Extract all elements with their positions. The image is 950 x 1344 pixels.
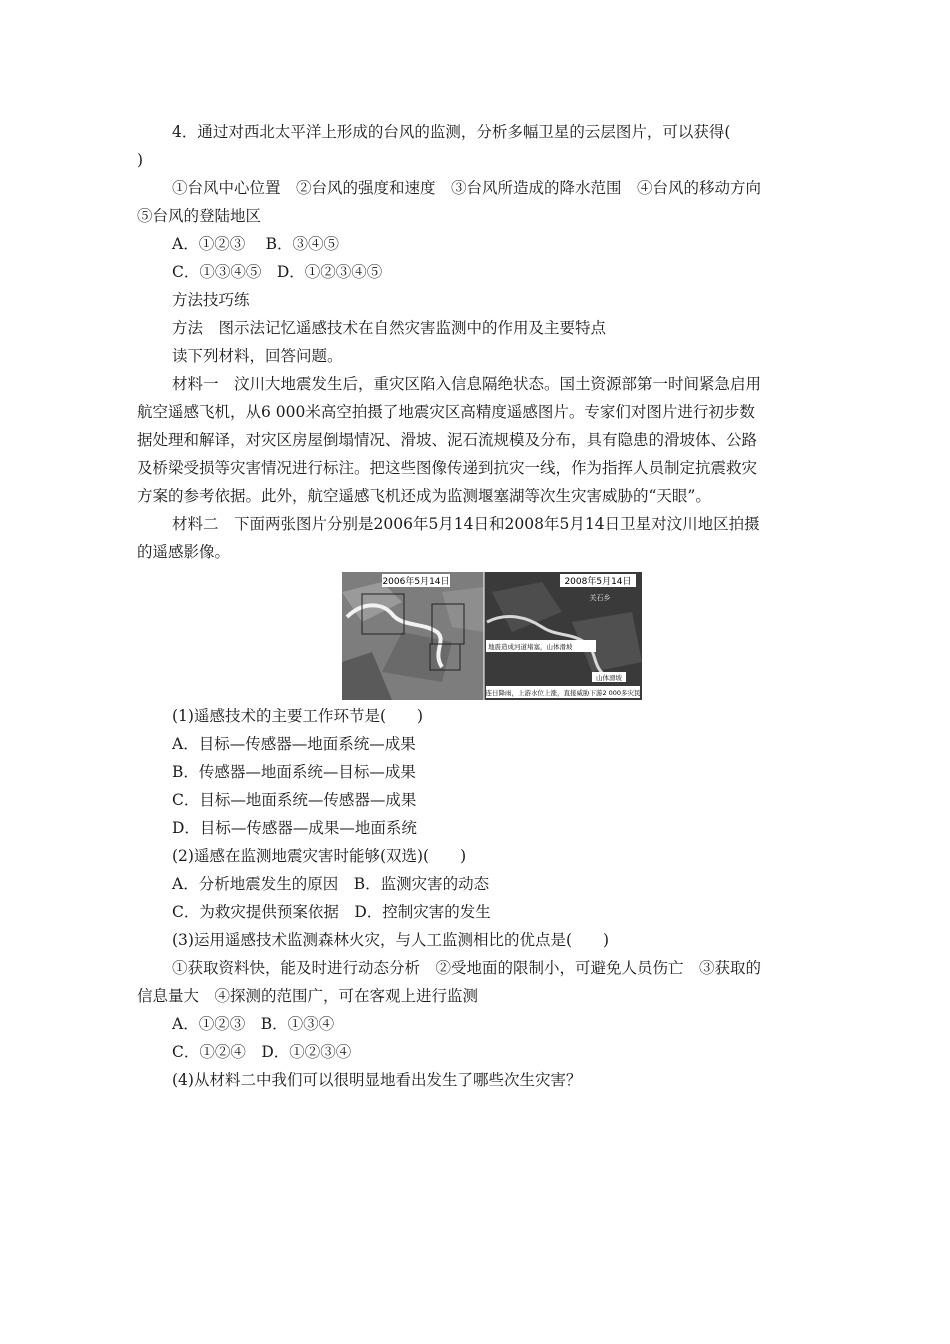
place-label: 关石乡 [589,594,611,602]
instruction: 读下列材料，回答问题。 [172,347,343,365]
caption-text: 连日降雨，上游水位上涨，直接威胁下游2 000多灾民 [485,689,641,697]
sub-question-3-options: ①获取资料快，能及时进行动态分析 ②受地面的限制小，可避免人员伤亡 ③获取的 [172,959,762,977]
material-1-line: 及桥梁受损等灾害情况进行标注。把这些图像传递到抗灾一线，作为指挥人员制定抗震救灾 [137,459,758,477]
satellite-image-figure [342,572,642,700]
sub-question-1-option-a: A．目标—传感器—地面系统—成果 [172,735,416,753]
sub-question-1-option-d: D．目标—传感器—成果—地面系统 [172,819,417,837]
material-2-line: 的遥感影像。 [137,543,231,561]
material-2-line: 材料二 下面两张图片分别是2006年5月14日和2008年5月14日卫星对汶川地区拍摄 [172,515,760,533]
sub-question-2-stem: (2)遥感在监测地震灾害时能够(双选)( ) [172,847,467,865]
material-1-line: 据处理和解译，对灾区房屋倒塌情况、滑坡、泥石流规模及分布，具有隐患的滑坡体、公路 [137,431,758,449]
material-1-line: 航空遥感飞机，从6 000米高空拍摄了地震灾区高精度遥感图片。专家们对图片进行初步数 [137,403,755,421]
material-1-line: 材料一 汶川大地震发生后，重灾区陷入信息隔绝状态。国土资源部第一时间紧急启用 [172,375,762,393]
annotation-text: 山体滑坡 [596,674,622,682]
right-date-label: 2008年5月14日 [564,577,632,587]
section-heading: 方法技巧练 [172,291,250,309]
sub-question-1-option-c: C．目标—地面系统—传感器—成果 [172,791,417,809]
material-1-line: 方案的参考依据。此外，航空遥感飞机还成为监测堰塞湖等次生灾害威胁的“天眼”。 [137,487,711,505]
question-4-choices-ab: A．①②③ B．③④⑤ [172,235,340,253]
sub-question-4-stem: (4)从材料二中我们可以很明显地看出发生了哪些次生灾害？ [172,1071,582,1089]
annotation-text: 地震造成河道堵塞，山体滑坡 [488,643,573,651]
question-4-options-cont: ⑤台风的登陆地区 [137,207,262,225]
question-4-choices-cd: C．①③④⑤ D．①②③④⑤ [172,263,383,281]
question-4-stem-cont: ) [137,151,144,169]
sub-question-3-stem: (3)运用遥感技术监测森林火灾，与人工监测相比的优点是( ) [172,931,610,949]
question-4-options: ①台风中心位置 ②台风的强度和速度 ③台风所造成的降水范围 ④台风的移动方向 [172,179,762,197]
sub-question-3-choices-ab: A．①②③ B．①③④ [172,1015,335,1033]
left-date-label: 2006年5月14日 [382,577,450,587]
method-title: 方法 图示法记忆遥感技术在自然灾害监测中的作用及主要特点 [172,319,607,337]
sub-question-1-stem: (1)遥感技术的主要工作环节是( ) [172,707,424,725]
sub-question-3-choices-cd: C．①②④ D．①②③④ [172,1043,352,1061]
sub-question-1-option-b: B．传感器—地面系统—目标—成果 [172,763,416,781]
sub-question-2-options-ab: A．分析地震发生的原因 B．监测灾害的动态 [172,875,490,893]
question-4-stem: 4．通过对西北太平洋上形成的台风的监测，分析多幅卫星的云层图片，可以获得( [172,123,731,141]
sub-question-3-options-cont: 信息量大 ④探测的范围广，可在客观上进行监测 [137,987,479,1005]
sub-question-2-options-cd: C．为救灾提供预案依据 D．控制灾害的发生 [172,903,491,921]
